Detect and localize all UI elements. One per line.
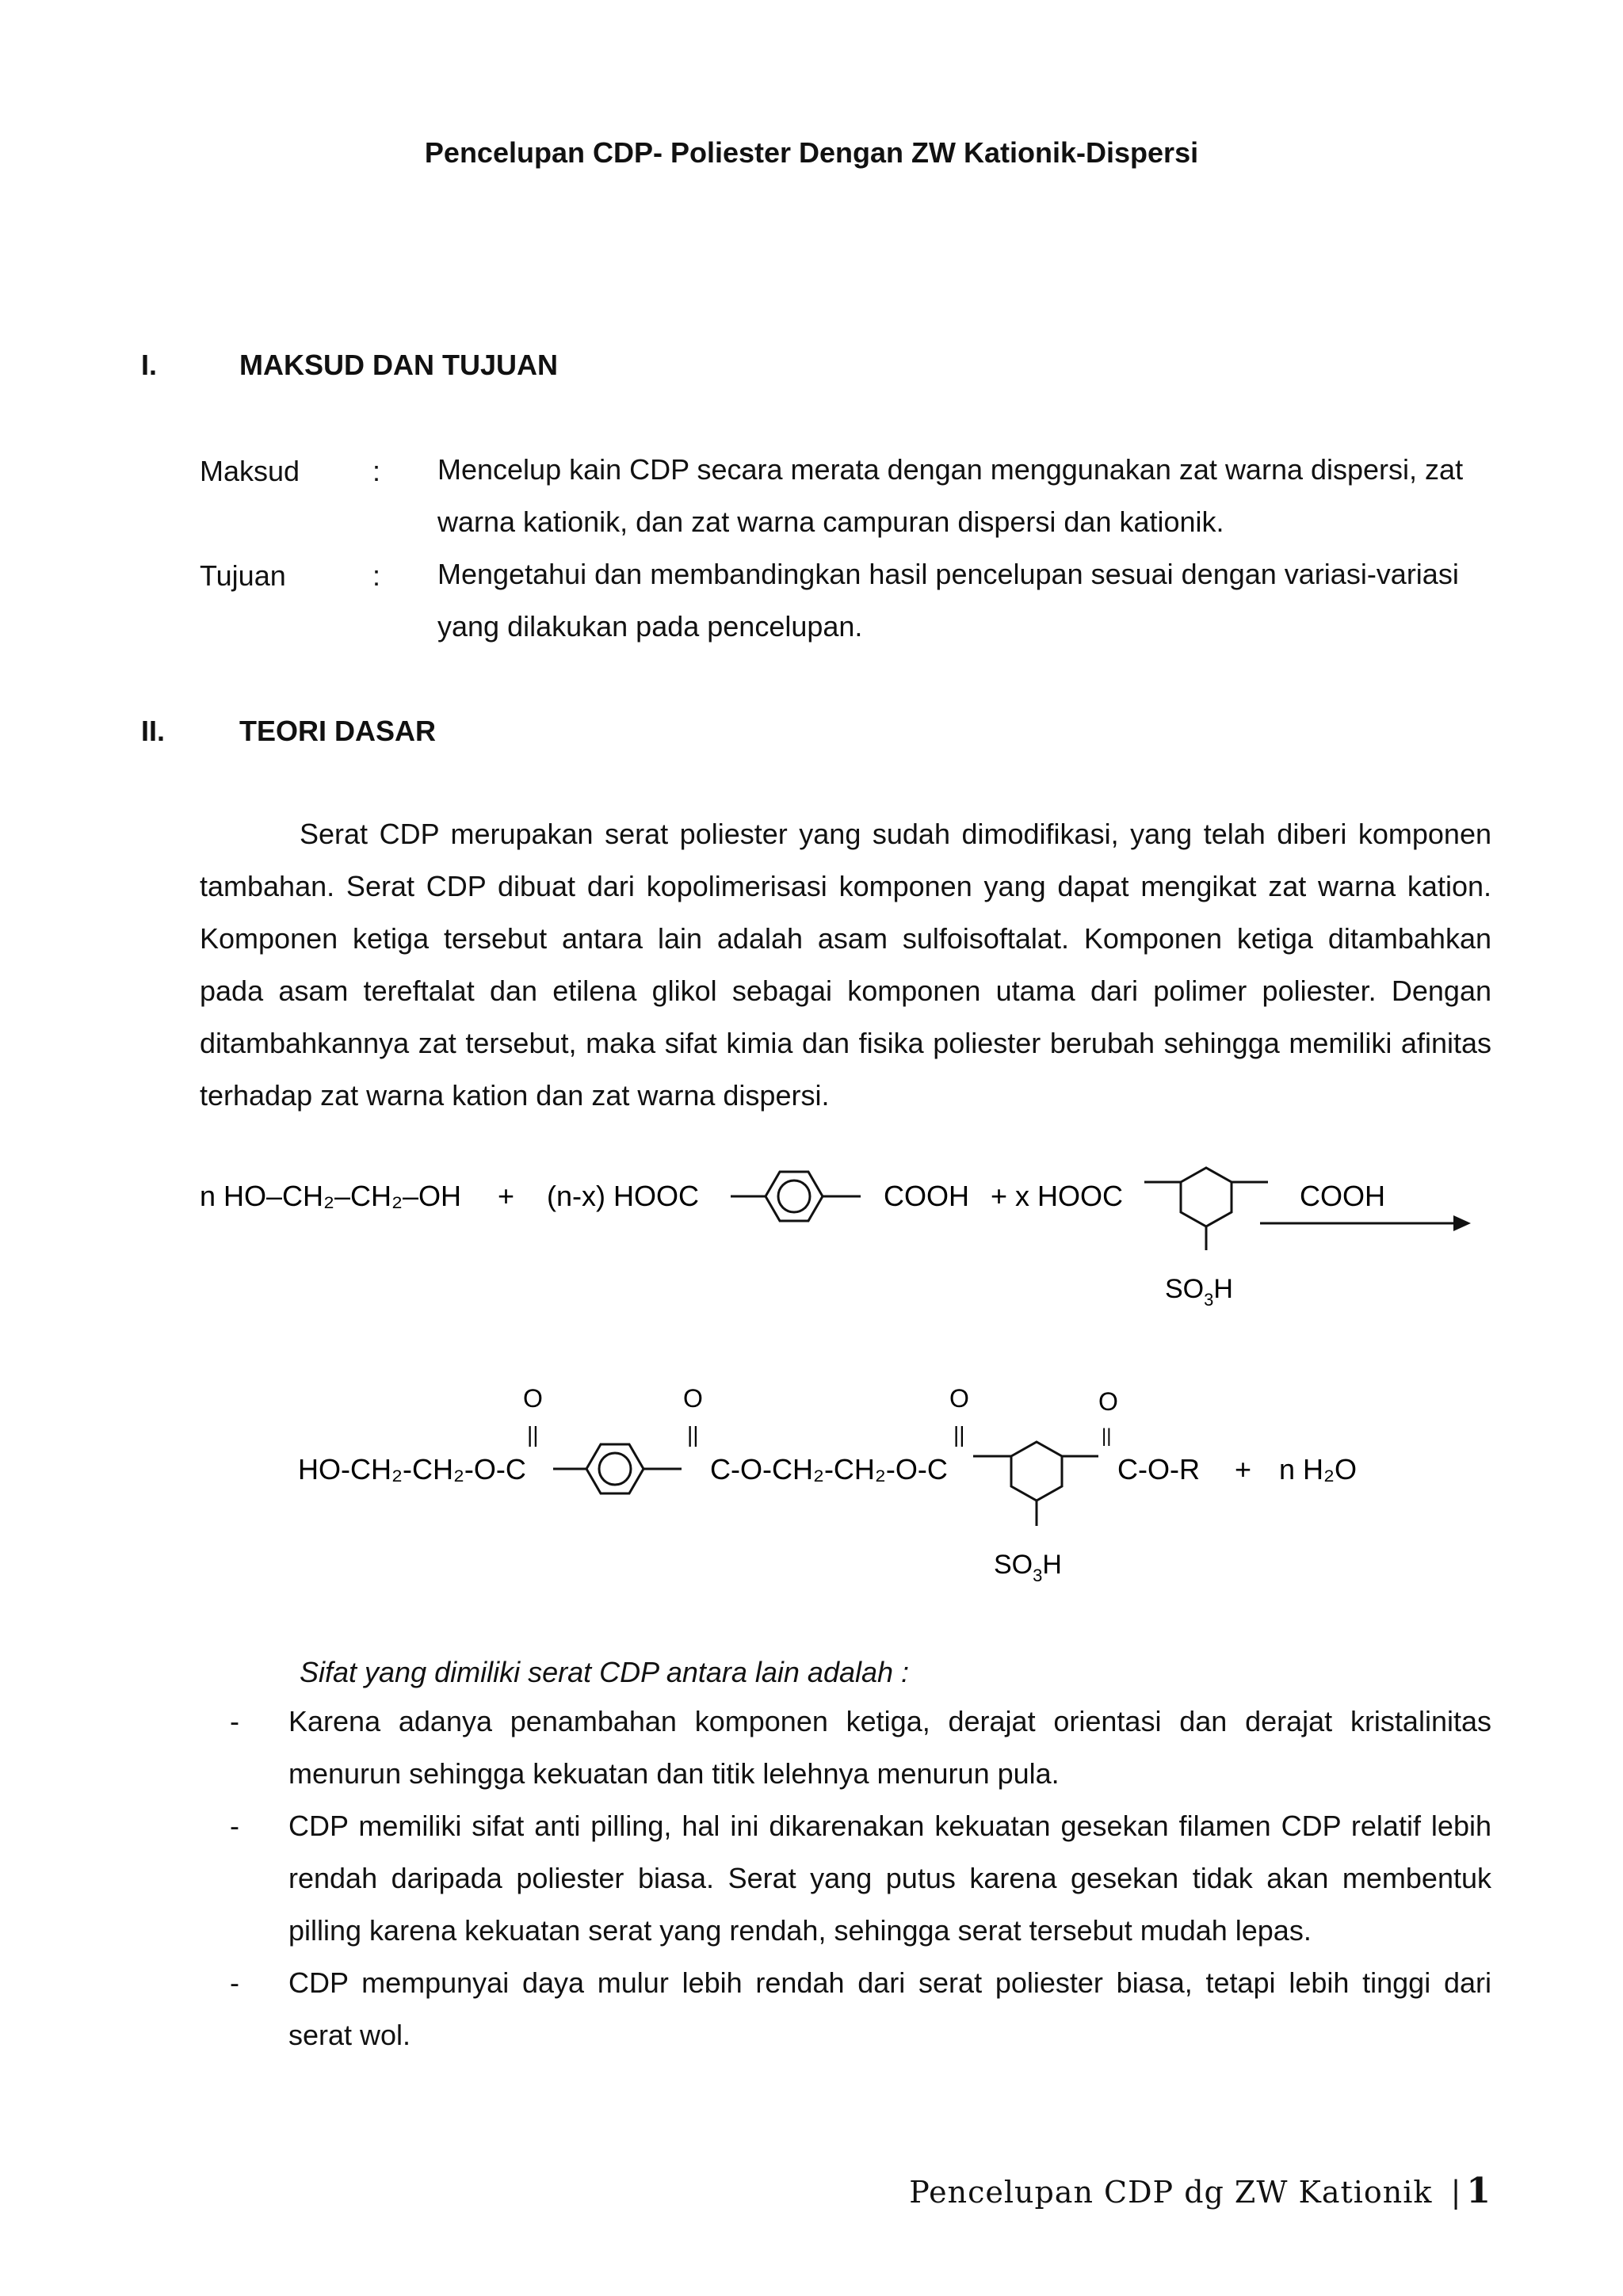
reaction-arrow-icon <box>1260 1215 1471 1231</box>
section-2-heading: TEORI DASAR <box>239 715 437 747</box>
reaction-1-diagram <box>0 1149 1623 1331</box>
tujuan-colon: : <box>372 559 381 592</box>
carbonyl-oxygen-3: O <box>949 1384 969 1413</box>
maksud-colon: : <box>372 455 381 487</box>
sulfonic-h: H <box>1213 1274 1233 1304</box>
reaction-2-diagram <box>0 1371 1623 1585</box>
double-bond-4: || <box>1102 1425 1112 1447</box>
properties-list <box>230 1695 1491 2061</box>
bullet-dash: - <box>230 1810 239 1842</box>
sulfonic-so: SO <box>994 1550 1033 1580</box>
double-bond-3: || <box>953 1422 965 1447</box>
section-1-heading: MAKSUD DAN TUJUAN <box>239 349 558 381</box>
sulfonic-sub3: 3 <box>1033 1566 1043 1585</box>
water-product: n H₂O <box>1279 1453 1357 1486</box>
benzene-ring-icon <box>553 1444 682 1493</box>
tujuan-label: Tujuan <box>200 559 286 592</box>
product-part-3: C-O-R <box>1117 1453 1200 1486</box>
page-footer <box>909 2171 1491 2211</box>
footer-separator: | <box>1450 2175 1462 2210</box>
carbonyl-oxygen-4: O <box>1098 1387 1118 1416</box>
double-bond-1: || <box>527 1422 539 1447</box>
benzene-ring-icon <box>731 1172 861 1221</box>
carbonyl-oxygen-1: O <box>523 1384 543 1413</box>
property-text: Karena adanya penambahan komponen ketiga, derajat orientasi dan derajat kristalinitas menurun sehingga kekuatan dan titik lelehnya menurun pula. <box>288 1705 1491 1790</box>
sulfonic-sub3: 3 <box>1204 1290 1214 1310</box>
sulfonic-h: H <box>1042 1550 1062 1580</box>
sulfonic-so: SO <box>1165 1274 1205 1304</box>
product-part-2: C-O-CH₂-CH₂-O-C <box>710 1453 948 1486</box>
reactant-glycol: n HO–CH₂–CH₂–OH <box>200 1180 462 1212</box>
bullet-dash: - <box>230 1966 239 1999</box>
theory-paragraph <box>200 808 1491 1122</box>
double-bond-2: || <box>687 1422 699 1447</box>
maksud-text: Mencelup kain CDP secara merata dengan menggunakan zat warna dispersi, zat warna kationik, dan zat warna campuran dispersi dan kationik. <box>437 453 1464 538</box>
property-text: CDP mempunyai daya mulur lebih rendah dari serat poliester biasa, tetapi lebih tinggi dari serat wol. <box>288 1966 1491 2051</box>
sulfonic-group-2 <box>994 1550 1062 1585</box>
properties-heading: Sifat yang dimiliki serat CDP antara lain adalah : <box>300 1656 910 1688</box>
reactant-sulfo-prefix: + x HOOC <box>991 1180 1124 1212</box>
reactant-terephthalic-suffix: COOH <box>884 1180 969 1212</box>
reaction-1-plus: + <box>498 1180 515 1212</box>
tujuan-text: Mengetahui dan membandingkan hasil pencelupan sesuai dengan variasi-variasi yang dilakukan pada pencelupan. <box>437 558 1459 643</box>
section-1-number: I. <box>141 349 158 381</box>
maksud-label: Maksud <box>200 455 300 487</box>
bullet-dash: - <box>230 1705 239 1737</box>
page-number: 1 <box>1466 2171 1491 2211</box>
reaction-2-plus: + <box>1235 1453 1252 1486</box>
sulfonic-group-1 <box>1165 1274 1233 1310</box>
list-item <box>230 1800 1491 1957</box>
theory-paragraph-text: Serat CDP merupakan serat poliester yang sudah dimodifikasi, yang telah diberi komponen tambahan. Serat CDP dibuat dari kopolimerisasi komponen yang dapat mengikat zat warna kation. Komponen ketiga tersebut antara lain adalah asam sulfoisoftalat. Komponen ketiga ditambahkan pada asam tereftalat dan etilena glikol sebagai komponen utama dari polimer poliester. Dengan ditambahkannya zat tersebut, maka sifat kimia dan fisika poliester berubah sehingga memiliki afinitas terhadap zat warna kation dan zat warna dispersi. <box>200 818 1491 1112</box>
cyclohexane-ring-icon <box>973 1442 1098 1526</box>
footer-text: Pencelupan CDP dg ZW Kationik <box>909 2175 1433 2210</box>
carbonyl-oxygen-2: O <box>683 1384 703 1413</box>
section-2-number: II. <box>141 715 166 747</box>
product-part-1: HO-CH₂-CH₂-O-C <box>298 1453 526 1486</box>
document-title: Pencelupan CDP- Poliester Dengan ZW Kationik-Dispersi <box>424 136 1199 169</box>
cyclohexane-ring-icon <box>1144 1168 1268 1250</box>
list-item <box>230 1957 1491 2061</box>
property-text: CDP memiliki sifat anti pilling, hal ini dikarenakan kekuatan gesekan filamen CDP relatif lebih rendah daripada poliester biasa. Serat yang putus karena gesekan tidak akan membentuk pilling karena kekuatan serat yang rendah, sehingga serat tersebut mudah lepas. <box>288 1810 1491 1947</box>
reactant-sulfo-suffix: COOH <box>1300 1180 1385 1212</box>
reactant-terephthalic-prefix: (n-x) HOOC <box>547 1180 699 1212</box>
list-item <box>230 1695 1491 1800</box>
